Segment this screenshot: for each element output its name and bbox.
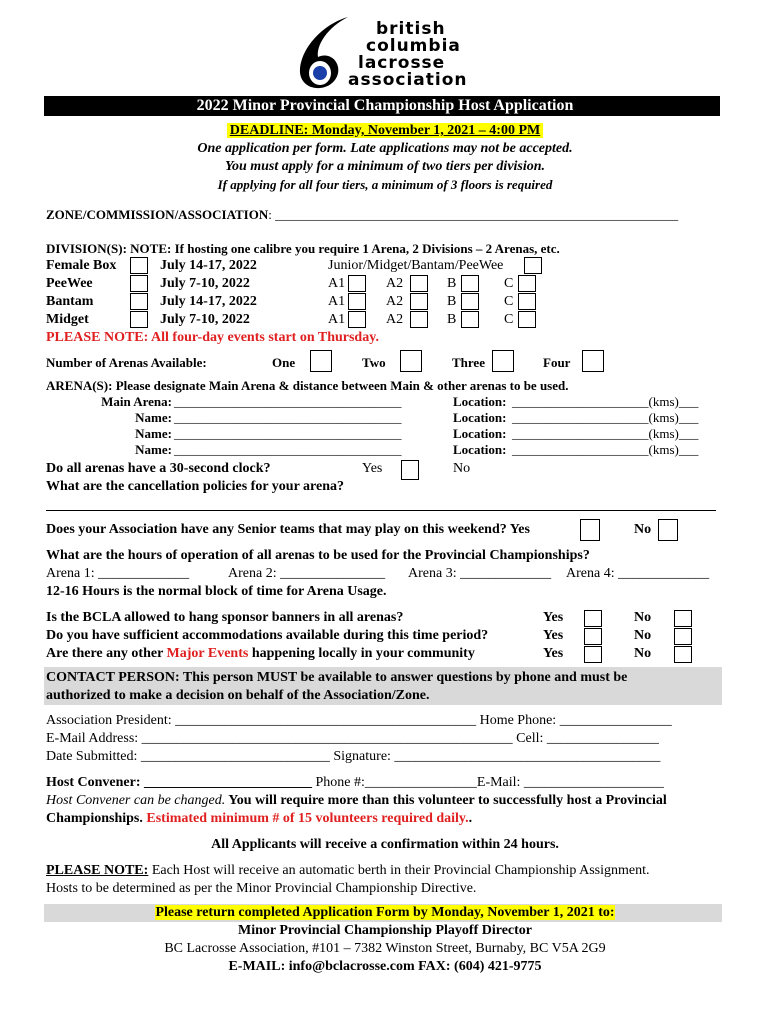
arena-row-main-loc: Location:: [453, 394, 507, 409]
division-midget-name: Midget: [46, 312, 89, 327]
championships-line: [46, 810, 472, 827]
checkbox-female[interactable]: [130, 257, 148, 274]
please-note-text: Each Host will receive an automatic berth in their Provincial Championship Assignment.: [148, 863, 650, 878]
checkbox-arenas-two[interactable]: [400, 350, 422, 372]
peewee-c: C: [504, 276, 514, 291]
logo-stick-icon: [296, 15, 356, 90]
arena-row-main-field[interactable]: ___________________________________: [174, 394, 402, 409]
checkbox-midget-b[interactable]: [461, 311, 479, 328]
mailing-address: BC Lacrosse Association, #101 – 7382 Winston Street, Burnaby, BC V5A 2G9: [164, 941, 606, 956]
midget-a2: A2: [386, 312, 404, 327]
contact-bar-line1: CONTACT PERSON: This person MUST be available to answer questions by phone and must be: [46, 670, 628, 685]
peewee-b: B: [447, 276, 457, 291]
checkbox-events-no[interactable]: [674, 646, 692, 663]
championships-word: Championships.: [46, 811, 143, 826]
arenas-two-label: Two: [362, 355, 386, 370]
division-female-dates: July 14-17, 2022: [160, 258, 257, 273]
arenas-note: ARENA(S): Please designate Main Arena & distance between Main & other arenas to be used.: [46, 378, 569, 393]
bantam-a1: A1: [328, 294, 346, 309]
events-yes-label: Yes: [543, 646, 564, 661]
arena-row-2-label: Name:: [135, 410, 172, 425]
return-row: [0, 904, 770, 922]
host-phone-email: Phone #:________________E-Mail: ____________________: [312, 775, 664, 790]
checkbox-accom-yes[interactable]: [584, 628, 602, 645]
events-question-c: happening locally in your community: [248, 646, 475, 661]
bantam-a2: A2: [386, 294, 404, 309]
checkbox-clock-yes[interactable]: [401, 460, 419, 480]
checkbox-senior-yes[interactable]: [580, 519, 600, 541]
bantam-b: B: [447, 294, 457, 309]
peewee-a1: A1: [328, 276, 346, 291]
arena-row-2-loc-field[interactable]: _____________________(kms)___: [512, 410, 699, 425]
events-question: [46, 645, 475, 662]
note-four-day: PLEASE NOTE: All four-day events start on Thursday.: [46, 330, 379, 345]
events-question-a: Are there any other: [46, 646, 167, 661]
division-bantam-name: Bantam: [46, 294, 94, 309]
hosts-directive: Hosts to be determined as per the Minor Provincial Championship Directive.: [46, 881, 477, 896]
arena-row-4-label: Name:: [135, 442, 172, 457]
checkbox-arenas-three[interactable]: [492, 350, 514, 372]
please-note-label: PLEASE NOTE:: [46, 863, 149, 878]
host-change: Host Convener can be changed.: [46, 793, 226, 808]
note-min-tiers: You must apply for a minimum of two tiers per division.: [224, 159, 546, 174]
host-change-line: [46, 792, 667, 809]
division-female-tiers: Junior/Midget/Bantam/PeeWee: [328, 258, 504, 273]
arena-row-3-label: Name:: [135, 426, 172, 441]
arena-row-main-loc-field[interactable]: _____________________(kms)___: [512, 394, 699, 409]
estimated-volunteers: Estimated minimum # of 15 volunteers required daily.: [142, 811, 469, 826]
checkbox-midget[interactable]: [130, 311, 148, 328]
arena-row-3-field[interactable]: ___________________________________: [174, 426, 402, 441]
checkbox-bantam-c[interactable]: [518, 293, 536, 310]
note-four-tiers: If applying for all four tiers, a minimum of 3 floors is required: [217, 177, 553, 192]
cancellation-answer-line[interactable]: [46, 510, 716, 511]
logo: [296, 15, 486, 90]
accom-yes-label: Yes: [543, 628, 564, 643]
page-title: 2022 Minor Provincial Championship Host Application: [196, 97, 574, 114]
return-instructions: Please return completed Application Form by Monday, November 1, 2021 to:: [155, 905, 615, 920]
checkbox-peewee-a2[interactable]: [410, 275, 428, 292]
accom-question: Do you have sufficient accommodations available during this time period?: [46, 628, 489, 643]
midget-c: C: [504, 312, 514, 327]
accom-no-label: No: [634, 628, 652, 643]
midget-b: B: [447, 312, 457, 327]
peewee-a2: A2: [386, 276, 404, 291]
events-question-major: Major Events: [166, 646, 249, 661]
checkbox-midget-a2[interactable]: [410, 311, 428, 328]
checkbox-midget-a1[interactable]: [348, 311, 366, 328]
sponsor-no-label: No: [634, 610, 652, 625]
please-note-line: [46, 862, 649, 879]
arena-row-4-field[interactable]: ___________________________________: [174, 442, 402, 457]
events-no-label: No: [634, 646, 652, 661]
arena-row-4-loc-field[interactable]: _____________________(kms)___: [512, 442, 699, 457]
checkbox-events-yes[interactable]: [584, 646, 602, 663]
bantam-c: C: [504, 294, 514, 309]
checkbox-arenas-one[interactable]: [310, 350, 332, 372]
zone-label: ZONE/COMMISSION/ASSOCIATION: [46, 207, 269, 222]
arenas-three-label: Three: [452, 355, 485, 370]
logo-line1: british: [376, 19, 446, 39]
checkbox-bantam[interactable]: [130, 293, 148, 310]
clock-yes-label: Yes: [362, 461, 383, 476]
division-peewee-name: PeeWee: [46, 276, 93, 291]
division-midget-dates: July 7-10, 2022: [160, 312, 250, 327]
checkbox-bantam-a2[interactable]: [410, 293, 428, 310]
checkbox-bantam-a1[interactable]: [348, 293, 366, 310]
contact-bar-line2: authorized to make a decision on behalf of the Association/Zone.: [46, 688, 430, 703]
arena-row-2-loc: Location:: [453, 410, 507, 425]
division-bantam-dates: July 14-17, 2022: [160, 294, 257, 309]
divisions-note: DIVISION(S): NOTE: If hosting one calibre you require 1 Arena, 2 Divisions – 2 Arenas, etc.: [46, 241, 560, 256]
arenas-four-label: Four: [543, 355, 571, 370]
director-title: Minor Provincial Championship Playoff Director: [238, 923, 532, 938]
hours-arena-3[interactable]: Arena 3: _____________: [408, 566, 552, 581]
confirmation-note: All Applicants will receive a confirmation within 24 hours.: [211, 837, 559, 852]
hours-note: 12-16 Hours is the normal block of time for Arena Usage.: [46, 584, 387, 599]
logo-line2: columbia: [366, 36, 461, 56]
championships-end: .: [468, 811, 473, 826]
checkbox-midget-c[interactable]: [518, 311, 536, 328]
arena-row-2-field[interactable]: ___________________________________: [174, 410, 402, 425]
checkbox-peewee-a1[interactable]: [348, 275, 366, 292]
email-line[interactable]: E-Mail Address: _____________________________________________________ Cell: ________________: [46, 731, 659, 746]
arenas-available-label: Number of Arenas Available:: [46, 355, 207, 370]
hours-arena-4[interactable]: Arena 4: _____________: [566, 566, 710, 581]
checkbox-peewee-c[interactable]: [518, 275, 536, 292]
logo-line3: lacrosse: [358, 53, 446, 73]
midget-a1: A1: [328, 312, 346, 327]
hours-arena-1[interactable]: Arena 1: _____________: [46, 566, 190, 581]
arena-row-main-label: Main Arena:: [101, 394, 172, 409]
senior-no-label: No: [634, 522, 652, 537]
host-more: You will require more than this volunteer to successfully host a Provincial: [225, 793, 667, 808]
note-one-application: One application per form. Late applications may not be accepted.: [197, 141, 573, 156]
division-female-name: Female Box: [46, 258, 117, 273]
checkbox-sponsor-no[interactable]: [674, 610, 692, 627]
clock-question: Do all arenas have a 30-second clock?: [46, 461, 271, 476]
sponsor-yes-label: Yes: [543, 610, 564, 625]
president-line[interactable]: Association President: ___________________________________________ Home Phone: ________________: [46, 713, 672, 728]
hours-arena-2[interactable]: Arena 2: _______________: [228, 566, 386, 581]
date-line[interactable]: Date Submitted: ___________________________ Signature: ______________________________________: [46, 749, 661, 764]
clock-no-label: No: [453, 461, 471, 476]
deadline: DEADLINE: Monday, November 1, 2021 – 4:00 PM: [227, 123, 543, 138]
senior-question: Does your Association have any Senior teams that may play on this weekend? Yes: [46, 522, 530, 537]
arena-row-3-loc: Location:: [453, 426, 507, 441]
checkbox-bantam-b[interactable]: [461, 293, 479, 310]
checkbox-female-tiers[interactable]: [524, 257, 542, 274]
checkbox-sponsor-yes[interactable]: [584, 610, 602, 627]
sponsor-question: Is the BCLA allowed to hang sponsor banners in all arenas?: [46, 610, 404, 625]
arena-row-3-loc-field[interactable]: _____________________(kms)___: [512, 426, 699, 441]
arena-row-4-loc: Location:: [453, 442, 507, 457]
zone-row: [46, 207, 678, 223]
cancellation-question: What are the cancellation policies for your arena?: [46, 479, 344, 494]
division-peewee-dates: July 7-10, 2022: [160, 276, 250, 291]
checkbox-peewee-b[interactable]: [461, 275, 479, 292]
checkbox-accom-no[interactable]: [674, 628, 692, 645]
arenas-one-label: One: [272, 355, 296, 370]
deadline-row: [0, 121, 770, 140]
zone-field[interactable]: : ______________________________________________________________: [268, 207, 679, 222]
email-fax: E-MAIL: info@bclacrosse.com FAX: (604) 421-9775: [228, 959, 542, 974]
host-convener-label: Host Convener: ________________________: [46, 775, 312, 790]
checkbox-senior-no[interactable]: [658, 519, 678, 541]
host-convener-line[interactable]: [46, 774, 664, 791]
checkbox-peewee[interactable]: [130, 275, 148, 292]
logo-line4: association: [348, 70, 468, 90]
checkbox-arenas-four[interactable]: [582, 350, 604, 372]
hours-question: What are the hours of operation of all arenas to be used for the Provincial Championships?: [46, 548, 590, 563]
